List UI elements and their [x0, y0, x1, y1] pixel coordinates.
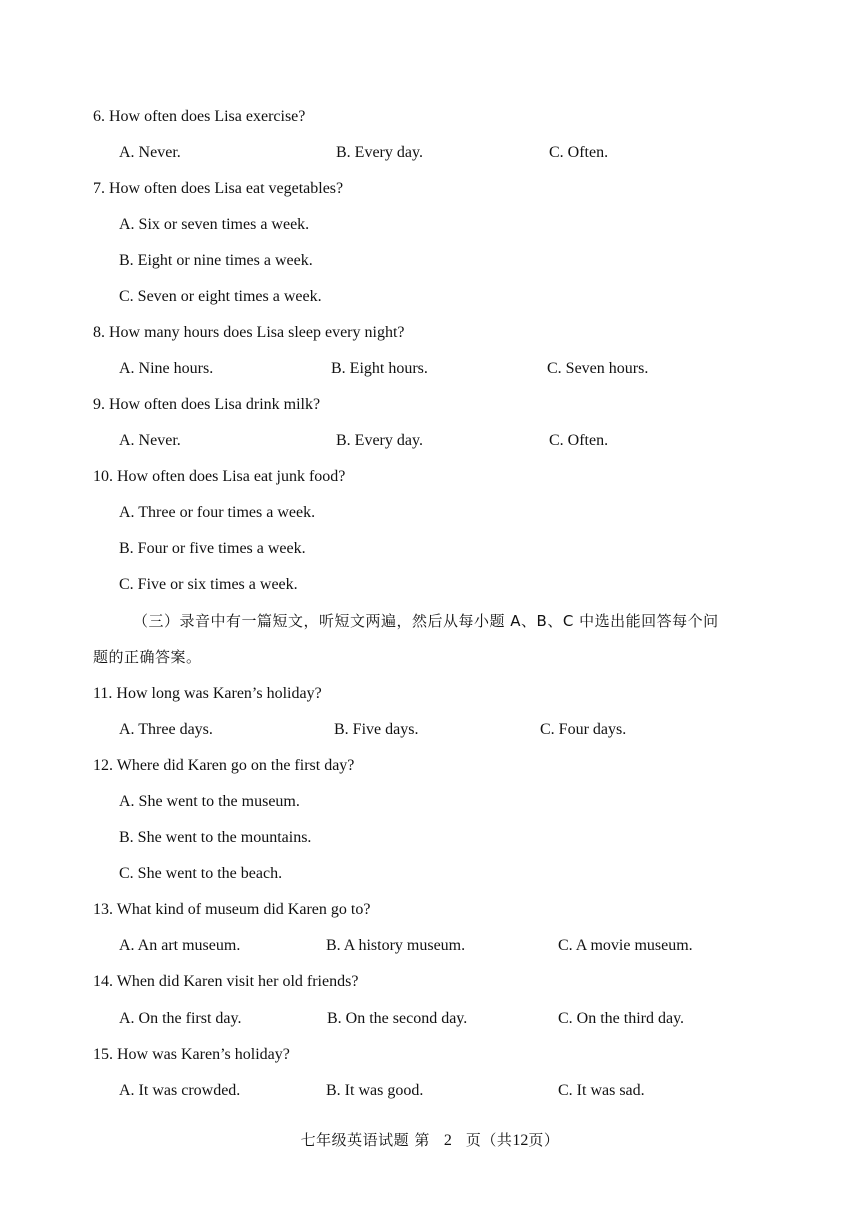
- option-12c: C. She went to the beach.: [119, 865, 283, 882]
- option-8c: C. Seven hours.: [547, 360, 649, 377]
- option-14a: A. On the first day.: [119, 1010, 242, 1027]
- option-10b: B. Four or five times a week.: [119, 540, 306, 557]
- option-14c: C. On the third day.: [558, 1010, 685, 1027]
- footer-prefix: 七年级英语试题 第: [300, 1131, 430, 1149]
- question-9: 9. How often does Lisa drink milk?: [93, 396, 321, 413]
- option-10a: A. Three or four times a week.: [119, 504, 316, 521]
- question-6: 6. How often does Lisa exercise?: [93, 108, 306, 125]
- option-11c: C. Four days.: [540, 721, 627, 738]
- option-6b: B. Every day.: [336, 144, 423, 161]
- section-3-instruction: （三）录音中有一篇短文，听短文两遍，然后从每小题 A、B、C 中选出能回答每个问: [133, 612, 719, 630]
- option-6a: A. Never.: [119, 144, 181, 161]
- option-8a: A. Nine hours.: [119, 360, 214, 377]
- option-9b: B. Every day.: [336, 432, 423, 449]
- option-11a: A. Three days.: [119, 721, 213, 738]
- option-8b: B. Eight hours.: [331, 360, 428, 377]
- question-8: 8. How many hours does Lisa sleep every night?: [93, 324, 405, 341]
- option-12b: B. She went to the mountains.: [119, 829, 312, 846]
- option-6c: C. Often.: [549, 144, 609, 161]
- question-15: 15. How was Karen’s holiday?: [93, 1046, 290, 1063]
- footer-total-pages: 12: [512, 1132, 529, 1149]
- option-10c: C. Five or six times a week.: [119, 576, 298, 593]
- option-13c: C. A movie museum.: [558, 937, 693, 954]
- option-12a: A. She went to the museum.: [119, 793, 300, 810]
- question-14: 14. When did Karen visit her old friends?: [93, 973, 359, 990]
- page-footer: [0, 1130, 860, 1151]
- option-15c: C. It was sad.: [558, 1082, 645, 1099]
- question-10: 10. How often does Lisa eat junk food?: [93, 468, 346, 485]
- question-13: 13. What kind of museum did Karen go to?: [93, 901, 371, 918]
- option-7c: C. Seven or eight times a week.: [119, 288, 322, 305]
- footer-page-number: 2: [443, 1132, 452, 1149]
- question-7: 7. How often does Lisa eat vegetables?: [93, 180, 344, 197]
- option-14b: B. On the second day.: [327, 1010, 468, 1027]
- footer-end: 页）: [528, 1131, 560, 1149]
- option-13a: A. An art museum.: [119, 937, 241, 954]
- footer-suffix: 页（共: [465, 1131, 513, 1149]
- option-15a: A. It was crowded.: [119, 1082, 241, 1099]
- question-11: 11. How long was Karen’s holiday?: [93, 685, 322, 702]
- option-7b: B. Eight or nine times a week.: [119, 252, 313, 269]
- option-11b: B. Five days.: [334, 721, 419, 738]
- option-13b: B. A history museum.: [326, 937, 466, 954]
- option-9c: C. Often.: [549, 432, 609, 449]
- question-12: 12. Where did Karen go on the first day?: [93, 757, 355, 774]
- option-15b: B. It was good.: [326, 1082, 424, 1099]
- option-7a: A. Six or seven times a week.: [119, 216, 310, 233]
- section-3-instruction-cont: 题的正确答案。: [93, 648, 202, 666]
- option-9a: A. Never.: [119, 432, 181, 449]
